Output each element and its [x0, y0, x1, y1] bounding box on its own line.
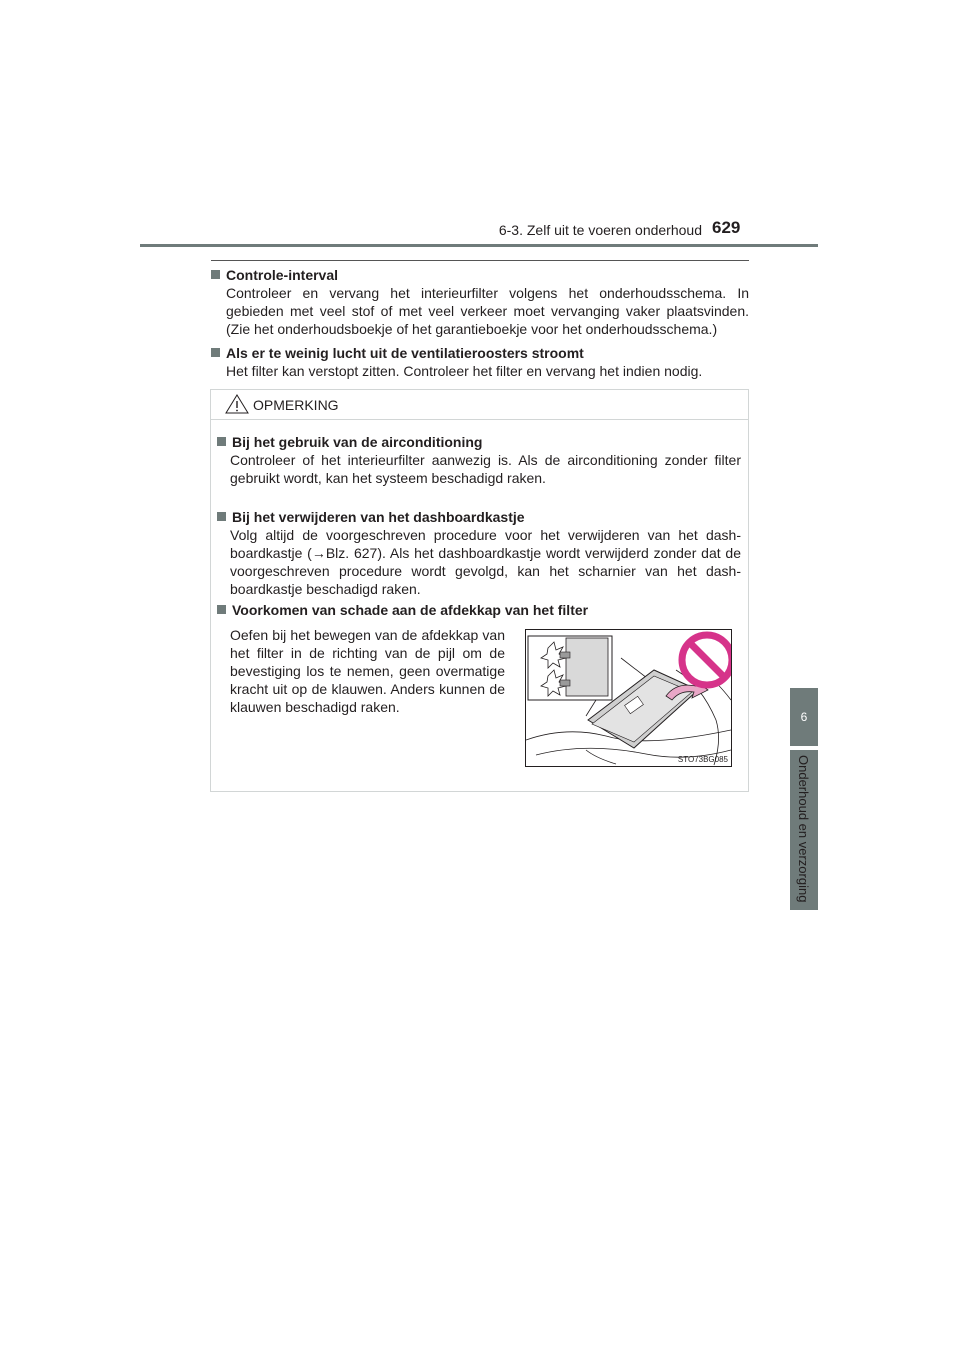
section-check-interval [211, 266, 749, 338]
section-low-airflow [211, 344, 749, 380]
section-heading-text: Controle-interval [226, 267, 339, 283]
notice-heading-text: Bij het verwijderen van het dashboardkastje [232, 509, 525, 525]
notice-title: OPMERKING [253, 397, 339, 413]
notice-item-filter-cover [217, 601, 741, 619]
section-body: Het filter kan verstopt zitten. Controleer het filter en vervang het indien nodig. [226, 363, 703, 379]
notice-body: Controleer of het interieurfilter aanwezig is. Als de airconditioning zonder filter gebruikt wordt, kan het systeem beschadigd raken. [230, 452, 741, 486]
notice-item-aircon [217, 433, 741, 487]
notice-heading-text: Bij het gebruik van de airconditioning [232, 434, 483, 450]
page-number: 629 [712, 218, 741, 237]
square-bullet-icon [211, 270, 220, 279]
header-rule [140, 244, 818, 247]
section-heading [211, 266, 749, 284]
side-tab-label [790, 750, 818, 910]
notice-item-glovebox [217, 508, 741, 598]
section-heading [211, 344, 749, 362]
notice-body: Volg altijd de voorgeschreven procedure voor het verwijderen van het dash-boardkastje (→Blz. 627). Als het dashboardkastje wordt verwijderd zonder dat de voorgeschreven procedure wordt gevolgd, kan het scharnier van het dash-boardkastje beschadigd raken. [230, 527, 741, 597]
notice-header [211, 390, 748, 420]
square-bullet-icon [217, 512, 226, 521]
side-tab-number [790, 688, 818, 746]
content-top-rule [211, 260, 749, 261]
square-bullet-icon [217, 437, 226, 446]
figure-caption-text: Oefen bij het bewegen van de afdekkap van het filter in de richting van de pijl om de bevestiging los te nemen, geen overmatige kracht uit op de klauwen. Anders kunnen de klauwen beschadigd raken. [230, 627, 505, 715]
prohibition-icon [682, 635, 731, 685]
square-bullet-icon [211, 348, 220, 357]
figure-code: STO73BG085 [677, 755, 728, 764]
notice-heading [217, 433, 741, 451]
notice-heading [217, 508, 741, 526]
section-body: Controleer en vervang het interieurfilter volgens het onderhoudsschema. In gebieden met veel stof of met veel verkeer moet vervanging vaker plaatsvinden. (Zie het onderhoudsboekje of het garantieboekje voor het onderhoudsschema.) [226, 285, 749, 337]
notice-heading-text: Voorkomen van schade aan de afdekkap van het filter [232, 602, 589, 618]
warning-triangle-icon [225, 394, 249, 414]
side-tab-number-text: 6 [800, 710, 808, 724]
filter-cover-illustration [525, 629, 732, 767]
side-tab-label-text: Onderhoud en verzorging [796, 755, 811, 903]
notice-heading [217, 601, 741, 619]
square-bullet-icon [217, 605, 226, 614]
section-heading-text: Als er te weinig lucht uit de ventilatieroosters stroomt [226, 345, 584, 361]
header-section-title: 6-3. Zelf uit te voeren onderhoud [498, 222, 702, 238]
filter-cover-drawing [526, 630, 731, 766]
